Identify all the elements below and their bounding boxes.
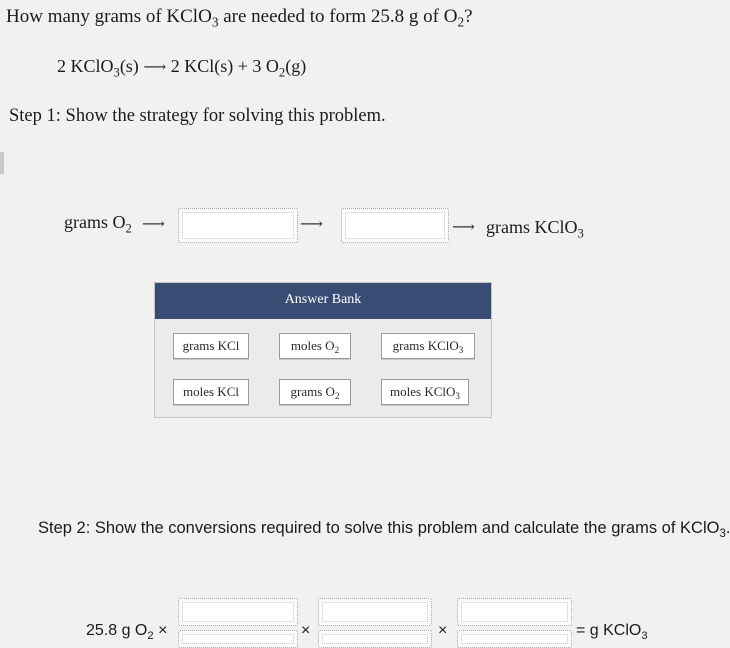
strategy-drop-box-2-inner: [345, 212, 445, 239]
multiply-icon: ×: [438, 622, 448, 639]
calc-denominator-box-3[interactable]: [457, 630, 572, 648]
equation-arrow-icon: ⟶: [143, 59, 167, 76]
calc-result-subscript: 3: [641, 629, 648, 642]
calc-denominator-box-1-inner: [182, 634, 294, 644]
equation-reactant-state: (s): [119, 56, 139, 76]
question-subscript-2: 2: [457, 14, 465, 30]
page-edge-marker: [0, 152, 4, 174]
strategy-drop-box-1-inner: [182, 212, 294, 239]
calc-result: [576, 622, 648, 640]
step2-text: Step 2: Show the conversions required to solve this problem and calculate the grams of KClO: [38, 519, 720, 537]
step2-heading: [38, 519, 730, 541]
answer-chip-subscript: 3: [455, 391, 460, 402]
balanced-equation: [57, 56, 307, 80]
answer-chip-moles-o2[interactable]: [279, 333, 351, 359]
strategy-drop-box-2[interactable]: [341, 208, 449, 243]
strategy-arrow-3-icon: ⟶: [452, 219, 475, 236]
answer-chip-grams-o2[interactable]: [279, 379, 351, 405]
calc-denominator-box-3-inner: [461, 634, 568, 644]
calc-result-text: = g KClO: [576, 622, 642, 639]
equation-reactant-subscript: 3: [113, 65, 120, 80]
answer-chip-label: grams KCl: [182, 338, 240, 353]
calc-start-value: [86, 622, 167, 640]
calc-numerator-box-3[interactable]: [457, 598, 572, 626]
answer-chip-subscript: 2: [334, 345, 340, 356]
question-text: [6, 6, 473, 28]
answer-chip-subscript: 3: [458, 345, 464, 356]
answer-chip-grams-kclo3[interactable]: [381, 333, 475, 359]
calc-numerator-box-1[interactable]: [178, 598, 298, 626]
strategy-drop-box-1[interactable]: [178, 208, 298, 243]
calc-denominator-box-2-inner: [322, 634, 428, 644]
equation-product-subscript: 2: [278, 65, 286, 80]
strategy-end-text: grams KClO: [486, 217, 578, 237]
strategy-start-text: grams O: [64, 212, 126, 232]
answer-chip-label: grams O: [290, 384, 335, 399]
calc-numerator-box-2-inner: [322, 602, 428, 622]
answer-chip-grams-kcl[interactable]: [173, 333, 249, 359]
step1-heading: Step 1: Show the strategy for solving this problem.: [9, 106, 386, 126]
strategy-arrow-1-icon: ⟶: [142, 216, 165, 233]
answer-chip-subscript: 2: [334, 391, 340, 402]
strategy-arrow-2-icon: ⟶: [300, 216, 323, 233]
answer-chip-moles-kcl[interactable]: [173, 379, 249, 405]
answer-chip-label: moles KClO: [390, 384, 456, 399]
equation-products: 2 KCl(s) + 3 O: [170, 56, 279, 76]
question-subscript-1: 3: [211, 14, 219, 30]
equation-reactant: 2 KClO: [57, 56, 114, 76]
question-prefix: How many grams of KClO: [6, 6, 212, 27]
answer-chip-label: moles KCl: [183, 384, 239, 399]
answer-chip-label: moles O: [290, 338, 335, 353]
calc-numerator-box-3-inner: [461, 602, 568, 622]
calc-numerator-box-2[interactable]: [318, 598, 432, 626]
answer-chip-moles-kclo3[interactable]: [381, 379, 469, 405]
multiply-icon: ×: [158, 622, 168, 639]
strategy-start-label: [64, 212, 132, 236]
strategy-start-subscript: 2: [125, 221, 132, 236]
strategy-end-subscript: 3: [577, 226, 584, 241]
step2-end: [726, 519, 730, 537]
answer-bank: [154, 282, 492, 418]
question-middle: are needed to form 25.8 g of O: [218, 6, 458, 27]
calc-numerator-box-1-inner: [182, 602, 294, 622]
answer-bank-title: Answer Bank: [155, 283, 491, 319]
equation-product-state: (g): [285, 56, 307, 76]
calc-start-subscript: 2: [147, 629, 154, 642]
calc-denominator-box-2[interactable]: [318, 630, 432, 648]
question-suffix: ?: [464, 6, 473, 27]
step2-subscript: 3: [719, 528, 726, 541]
calc-start-text: 25.8 g O: [86, 622, 148, 639]
answer-chip-label: grams KClO: [392, 338, 459, 353]
multiply-icon: ×: [301, 622, 311, 639]
calc-denominator-box-1[interactable]: [178, 630, 298, 648]
strategy-end-label: [486, 217, 584, 241]
